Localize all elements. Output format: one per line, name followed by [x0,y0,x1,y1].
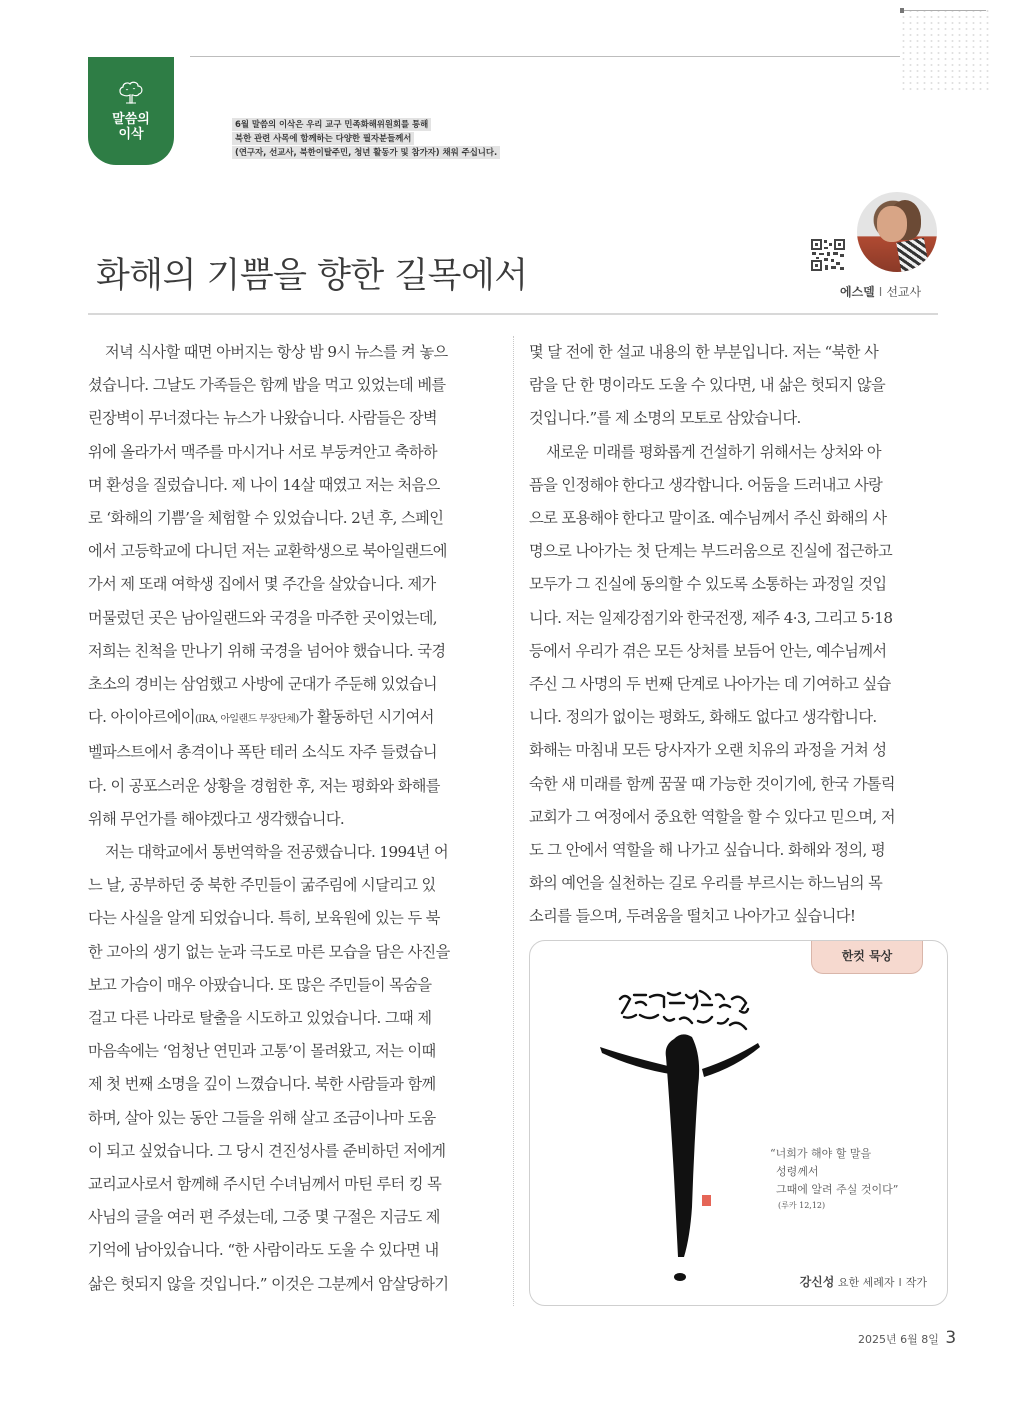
article-line: 위해 무언가를 해야겠다고 생각했습니다. [88,809,345,828]
intro-line: 6월 말씀의 이삭은 우리 교구 민족화해위원회를 통해 [232,118,431,131]
corner-decoration [900,8,990,92]
article-line: 보고 가슴이 매우 아팠습니다. 또 많은 주민들이 목숨을 [88,975,432,994]
article-line-annotation: (IRA, 아일랜드 무장단체) [194,714,299,726]
article-line: 교회가 그 여정에서 중요한 역할을 할 수 있다고 믿으며, 저 [529,807,895,826]
meditation-card [529,940,948,1306]
title-rule [88,313,938,315]
article-line: 머물렀던 곳은 남아일랜드와 국경을 마주한 곳이었는데, [88,608,438,627]
article-line: 등에서 우리가 겪은 모든 상처를 보듬어 안는, 예수님께서 [529,641,887,660]
article-line-part: 가 활동하던 시기여서 [298,708,434,727]
header-rule [190,56,900,57]
article-line: 린장벽이 무너졌다는 뉴스가 나왔습니다. 사람들은 장벽 [88,409,438,428]
article-line: 숙한 새 미래를 함께 꿈꿀 때 가능한 것이기에, 한국 가톨릭 [529,774,895,793]
tree-icon [118,81,144,105]
intro-line: (연구자, 선교사, 북한이탈주민, 청년 활동가 및 참가자) 채워 주십니다. [232,146,500,159]
article-line: 이 되고 싶었습니다. 그 당시 견진성사를 준비하던 저에게 [88,1141,446,1160]
article-line: 교리교사로서 함께해 주시던 수녀님께서 마틴 루터 킹 목 [88,1175,442,1194]
intro-line: 북한 관련 사목에 함께하는 다양한 필자분들께서 [232,132,414,145]
article-line: 제 첫 번째 소명을 깊이 느꼈습니다. 북한 사람들과 함께 [88,1075,436,1094]
article-line: 으로 포용해야 한다고 말이죠. 예수님께서 주신 화해의 사 [529,509,887,528]
article-line: 모두가 그 진실에 동의할 수 있도록 소통하는 과정일 것입 [529,575,887,594]
calligraphy-cross-artwork [590,977,790,1287]
article-line: 가서 제 또래 여학생 집에서 몇 주간을 살았습니다. 제가 [88,575,436,594]
quote-line: 그때에 알려 주실 것이다” [776,1183,899,1196]
author-byline [840,283,921,300]
article-line: 니다. 저는 일제강점기와 한국전쟁, 제주 4·3, 그리고 5·18 [529,608,893,627]
article-line: 초소의 경비는 삼엄했고 사방에 군대가 주둔해 있었습니 [88,675,438,694]
article-line: 몇 달 전에 한 설교 내용의 한 부분입니다. 저는 “북한 사 [529,343,879,361]
article-title: 화해의 기쁨을 향한 길목에서 [96,256,528,296]
article-line: 도 그 안에서 역할을 해 나가고 싶습니다. 화해와 정의, 평 [529,841,886,860]
qr-code-icon[interactable] [810,238,846,272]
article-line: 새로운 미래를 평화롭게 건설하기 위해서는 상처와 아 [546,442,881,461]
artist-role: 작가 [905,1276,927,1289]
column-divider [513,336,514,1306]
article-line: 마음속에는 ‘엄청난 연민과 고통’이 몰려왔고, 저는 이때 [88,1042,436,1061]
intro-text [232,118,500,160]
article-line: 다. 이 공포스러운 상황을 경험한 후, 저는 평화와 화해를 [88,776,440,795]
quote-line: 성령께서 [776,1165,819,1178]
artist-baptismal-name: 요한 세례자 [837,1276,895,1289]
author-avatar [857,192,937,272]
avatar-scarf [896,238,929,272]
article-line: 하며, 살아 있는 동안 그들을 위해 살고 조금이나마 도움 [88,1108,436,1127]
article-line: 벨파스트에서 총격이나 폭탄 테러 소식도 자주 들렸습니 [88,743,438,762]
article-line: 람을 단 한 명이라도 도울 수 있다면, 내 삶은 헛되지 않을 [529,376,886,395]
artist-name: 강신성 [799,1275,835,1289]
quote-reference: (루카 12,12) [778,1201,826,1210]
article-line: 느 날, 공부하던 중 북한 주민들이 굶주림에 시달리고 있 [88,876,436,895]
article-line: 삶은 헛되지 않을 것입니다.” 이것은 그분께서 암살당하기 [88,1274,449,1293]
page-number: 3 [945,1328,957,1348]
article-line: 것입니다.”를 제 소명의 모토로 삼았습니다. [529,409,801,428]
badge-label-line2: 이삭 [118,127,144,142]
article-line: 니다. 정의가 없이는 평화도, 화해도 없다고 생각합니다. [529,708,877,727]
article-line: 화의 예언을 실천하는 길로 우리를 부르시는 하느님의 목 [529,874,883,893]
artist-credit [800,1273,927,1290]
page-footer [858,1328,956,1348]
article-line: 한 고아의 생기 없는 눈과 극도로 마른 모습을 담은 사진을 [88,942,450,961]
article-line: 사님의 글을 여러 편 주셨는데, 그중 몇 구절은 지금도 제 [88,1208,440,1227]
article-line: 저희는 친척을 만나기 위해 국경을 넘어야 했습니다. 국경 [88,641,446,660]
section-badge [88,57,174,165]
article-line: 픔을 인정해야 한다고 생각합니다. 어둠을 드러내고 사랑 [529,475,883,494]
article-column-left [88,336,500,1301]
artist-separator: I [898,1276,902,1289]
badge-label-line1: 말씀의 [112,112,150,127]
article-line: 걸고 다른 나라로 탈출을 시도하고 있었습니다. 그때 제 [88,1009,432,1028]
article-line: 셨습니다. 그날도 가족들은 함께 밥을 먹고 있었는데 베를 [88,376,446,395]
author-name: 에스델 [840,285,875,299]
article-line: 저녁 식사할 때면 아버지는 항상 밤 9시 뉴스를 켜 놓으 [105,343,448,361]
article-line: 위에 올라가서 맥주를 마시거나 서로 부둥켜안고 축하하 [88,442,438,461]
article-line: 며 환성을 질렀습니다. 제 나이 14살 때였고 저는 처음으 [88,475,440,494]
issue-date: 2025년 6월 8일 [858,1333,939,1346]
article-line: 다는 사실을 알게 되었습니다. 특히, 보육원에 있는 두 북 [88,909,440,928]
quote-line: “너희가 해야 할 말을 [770,1147,872,1160]
article-line: 명으로 나아가는 첫 단계는 부드러움으로 진실에 접근하고 [529,542,893,561]
article-line [88,701,500,736]
article-line: 에서 고등학교에 다니던 저는 교환학생으로 북아일랜드에 [88,542,447,561]
article-column-right [529,336,941,934]
author-separator: I [878,285,883,299]
article-line: 로 ‘화해의 기쁨’을 체험할 수 있었습니다. 2년 후, 스페인 [88,509,444,528]
article-line: 소리를 들으며, 두려움을 떨치고 나아가고 싶습니다! [529,907,856,926]
article-line: 화해는 마침내 모든 당사자가 오랜 치유의 과정을 거쳐 성 [529,741,887,760]
article-line: 주신 그 사명의 두 번째 단계로 나아가는 데 기여하고 싶습 [529,675,891,694]
meditation-tag: 한컷 묵상 [811,940,923,974]
article-line-part: 다. 아이아르에이 [88,708,195,727]
scripture-quote [770,1145,898,1213]
article-line: 저는 대학교에서 통번역학을 전공했습니다. 1994년 어 [105,843,449,862]
article-line: 기억에 남아있습니다. “한 사람이라도 도울 수 있다면 내 [88,1241,439,1260]
author-role: 선교사 [886,285,922,299]
avatar-face [877,206,907,242]
